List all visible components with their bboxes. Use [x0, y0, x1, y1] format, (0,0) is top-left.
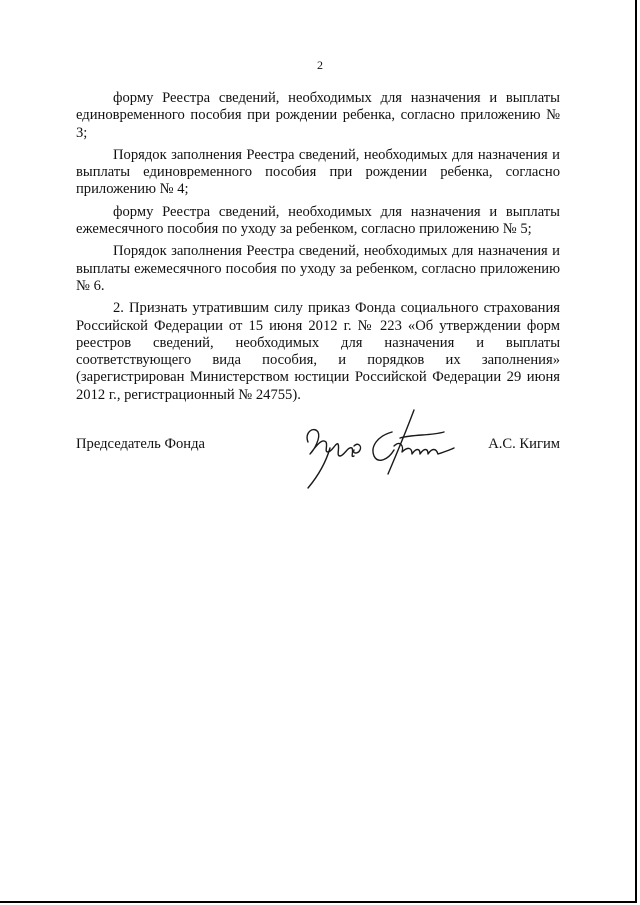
document-body: [76, 90, 560, 409]
signatory-position: Председатель Фонда: [76, 436, 205, 452]
handwritten-signature: [296, 402, 466, 492]
paragraph-procedure-registry-4: Порядок заполнения Реестра сведений, необходимых для назначения и выплаты единовременного пособия при рождении ребенка, согласно приложению № 4;: [76, 146, 560, 198]
signatory-name: А.С. Кигим: [488, 436, 560, 452]
page-number: 2: [317, 58, 323, 72]
paragraph-repeal-order: 2. Признать утратившим силу приказ Фонда социального страхования Российской Федерации от 15 июня 2012 г. № 223 «Об утверждении форм реестров сведений, необходимых для назначения и выплаты соответствующего вида пособия, и порядков их заполнения» (зарегистрирован Министерством юстиции Российской Федерации 29 июня 2012 г., регистрационный № 24755).: [76, 300, 560, 403]
paragraph-procedure-registry-6: Порядок заполнения Реестра сведений, необходимых для назначения и выплаты ежемесячного пособия по уходу за ребенком, согласно приложению № 6.: [76, 243, 560, 294]
paragraph-form-registry-3: форму Реестра сведений, необходимых для назначения и выплаты единовременного пособия при рождении ребенка, согласно приложению № 3;: [76, 90, 560, 141]
paragraph-form-registry-5: форму Реестра сведений, необходимых для назначения и выплаты ежемесячного пособия по уходу за ребенком, согласно приложению № 5;: [76, 203, 560, 238]
